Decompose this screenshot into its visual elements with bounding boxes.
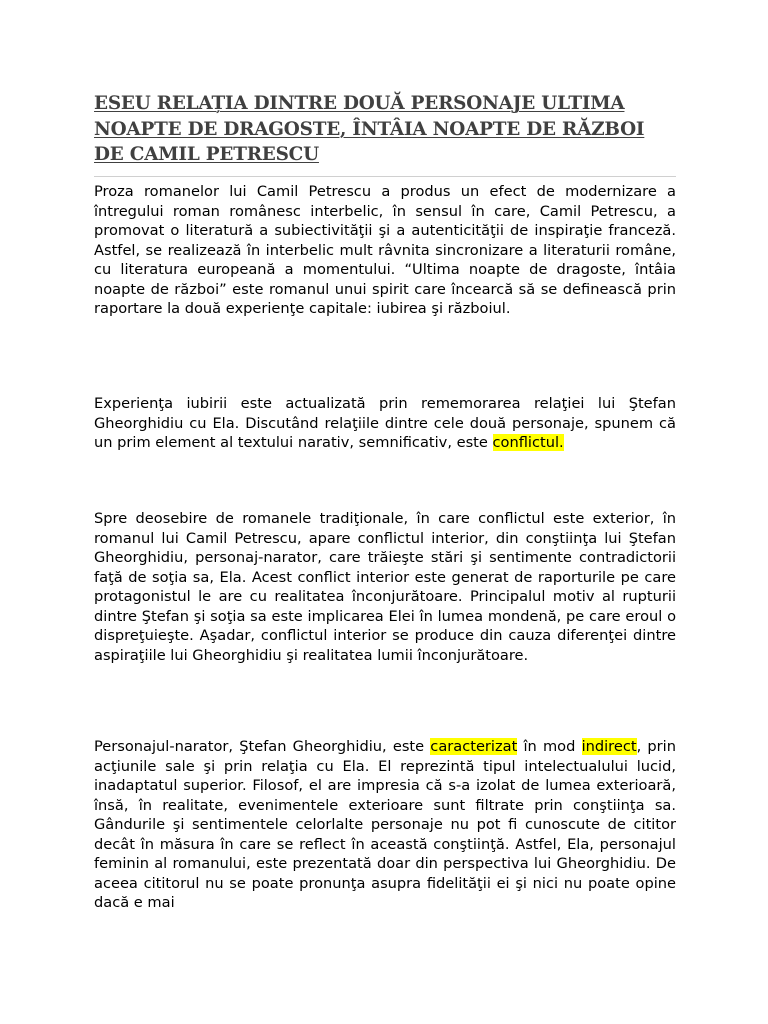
highlighted-term-characterized: caracterizat xyxy=(430,738,518,755)
paragraph-text: , prin acţiunile sale şi prin relaţia cu Ela. El reprezintă tipul intelectualului lucid, inadaptatul superior. Filosof, el are impresia că s-a izolat de lumea exterioară, însă, în realitate, evenimentele exterioare sunt filtrate prin conştiinţa sa. Gândurile şi sentimentele celorlalte personaje nu pot fi cunoscute de cititor decât în măsura în care se reflect în această conştiinţă. Astfel, Ela, personajul feminin al romanului, este prezentată doar din perspectiva lui Gheorghidiu. De aceea cititorul nu se poate pronunţa asupra fidelităţii ei şi nici nu poate opine dacă e mai xyxy=(94,738,676,911)
highlighted-term-conflict: conflictul. xyxy=(492,434,564,451)
paragraph-internal-conflict: Spre deosebire de romanele tradiţionale, în care conflictul este exterior, în romanul lui Camil Petrescu, apare conflictul interior, din conştiinţa lui Ştefan Gheorghidiu, personaj-narator, care trăieşte stări şi sentimente contradictorii faţă de soţia sa, Ela. Acest conflict interior este generat de raporturile pe care protagonistul le are cu realitatea înconjurătoare. Principalul motiv al rupturii dintre Ştefan şi soţia sa este implicarea Elei în lumea mondenă, pe care eroul o dispreţuieşte. Aşadar, conflictul interior se produce din cauza diferenţei dintre aspiraţiile lui Gheorghidiu şi realitatea lumii înconjurătoare. xyxy=(94,510,676,664)
paragraph-conflict xyxy=(94,394,676,453)
paragraph-text: Personajul-narator, Ştefan Gheorghidiu, este xyxy=(94,738,431,755)
paragraph-characterization xyxy=(94,737,676,913)
document-body xyxy=(94,91,676,911)
paragraph-text: Experienţa iubirii este actualizată prin rememorarea relaţiei lui Ştefan Gheorghidiu cu Ela. Discutând relaţiile dintre cele două personaje, spunem că un prim element al textului narativ, semnificativ, este xyxy=(94,395,676,451)
paragraph-intro: Proza romanelor lui Camil Petrescu a produs un efect de modernizare a întregului roman românesc interbelic, în sensul în care, Camil Petrescu, a promovat o literatură a subiectivităţii şi a autenticităţii de inspiraţie franceză. Astfel, se realizează în interbelic mult râvnita sincronizare a literaturii române, cu literatura europeană a momentului. “Ultima noapte de dragoste, întâia noapte de război” este romanul unui spirit care încearcă să se definească prin raportare la două experienţe capitale: iubirea şi războiul. xyxy=(94,183,676,317)
paragraph-text: în mod xyxy=(517,738,582,755)
highlighted-term-indirect: indirect xyxy=(581,738,637,755)
document-title: ESEU RELAȚIA DINTRE DOUĂ PERSONAJE ULTIMA NOAPTE DE DRAGOSTE, ÎNTÂIA NOAPTE DE RĂZBOI DE CAMIL PETRESCU xyxy=(94,93,645,165)
title-divider xyxy=(94,176,676,177)
